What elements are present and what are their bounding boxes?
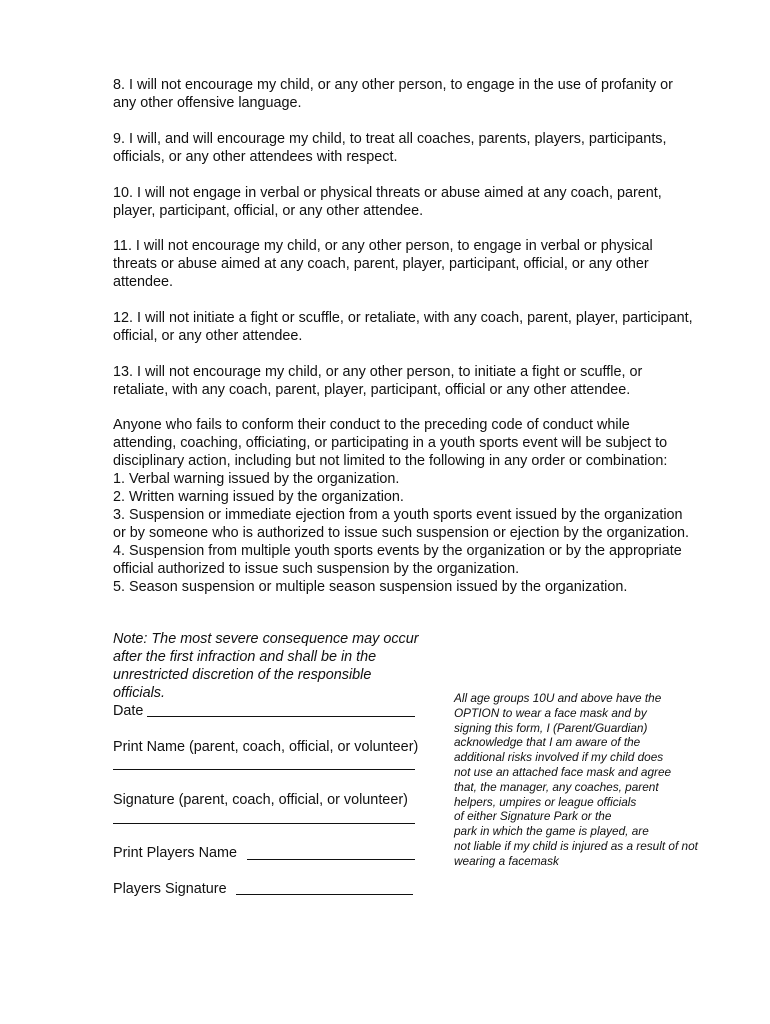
consequence-item: 1. Verbal warning issued by the organization. xyxy=(113,471,400,487)
consequence-item: 2. Written warning issued by the organization. xyxy=(113,489,404,505)
rule-8: 8. I will not encourage my child, or any other person, to engage in the use of profanity or any other offensive language. xyxy=(113,77,673,111)
signature-label: Signature (parent, coach, official, or volunteer) xyxy=(113,792,408,808)
notice-line: additional risks involved if my child does xyxy=(454,750,664,765)
players-signature-field[interactable] xyxy=(236,894,413,895)
notice-line: that, the manager, any coaches, parent xyxy=(454,779,659,794)
notice-line: All age groups 10U and above have the xyxy=(454,691,662,705)
consequences-intro: Anyone who fails to conform their conduct to the preceding code of conduct while attending, coaching, officiating, or participating in a youth sports event will be subject to disciplinary action, including but not limited to the following in any order or combination: xyxy=(113,417,668,469)
severity-note xyxy=(113,630,453,702)
print-name-field[interactable] xyxy=(113,769,415,770)
notice-line: wearing a facemask xyxy=(454,853,559,868)
players-name-label: Print Players Name xyxy=(113,845,237,861)
consequence-item: 5. Season suspension or multiple season suspension issued by the organization. xyxy=(113,579,628,595)
rule-13: 13. I will not encourage my child, or any other person, to initiate a fight or scuffle, or retaliate, with any coach, parent, player, participant, official or any other attendee. xyxy=(113,364,643,398)
note-line: after the first infraction and shall be in the xyxy=(113,649,377,665)
notice-line: OPTION to wear a face mask and by xyxy=(454,705,647,720)
notice-line: not liable if my child is injured as a result of not xyxy=(454,838,698,853)
face-mask-notice xyxy=(440,691,740,869)
rule-11: 11. I will not encourage my child, or any other person, to engage in verbal or physical threats or abuse aimed at any coach, parent, player, participant, official, or any other attendee. xyxy=(113,238,653,290)
notice-line: not use an attached face mask and agree xyxy=(454,764,672,779)
notice-line: helpers, umpires or league officials xyxy=(454,794,637,809)
notice-line: signing this form, I (Parent/Guardian) xyxy=(454,720,648,735)
note-line: officials. xyxy=(113,685,165,701)
rule-9: 9. I will, and will encourage my child, to treat all coaches, parents, players, participants, officials, or any other attendees with respect. xyxy=(113,131,667,165)
note-line: Note: The most severe consequence may occur xyxy=(113,631,419,647)
players-signature-label: Players Signature xyxy=(113,881,227,897)
consequence-item: 4. Suspension from multiple youth sports events by the organization or by the appropriate official authorized to issue such suspension by the organization. xyxy=(113,543,682,577)
notice-line: acknowledge that I am aware of the xyxy=(454,735,641,750)
print-name-label: Print Name (parent, coach, official, or volunteer) xyxy=(113,739,419,755)
consequence-item: 3. Suspension or immediate ejection from a youth sports event issued by the organization or by someone who is authorized to issue such suspension or ejection by the organization. xyxy=(113,507,689,541)
consequences-section xyxy=(113,416,693,596)
date-label: Date xyxy=(113,703,144,719)
notice-line: park in which the game is played, are xyxy=(454,824,649,839)
signature-field[interactable] xyxy=(113,823,415,824)
notice-line: of either Signature Park or the xyxy=(454,809,612,824)
players-name-field[interactable] xyxy=(247,859,415,860)
rule-12: 12. I will not initiate a fight or scuffle, or retaliate, with any coach, parent, player, participant, official, or any other attendee. xyxy=(113,310,693,344)
date-field[interactable] xyxy=(147,716,415,717)
note-line: unrestricted discretion of the responsible xyxy=(113,667,372,683)
rule-10: 10. I will not engage in verbal or physical threats or abuse aimed at any coach, parent, player, participant, official, or any other attendee. xyxy=(113,185,662,219)
